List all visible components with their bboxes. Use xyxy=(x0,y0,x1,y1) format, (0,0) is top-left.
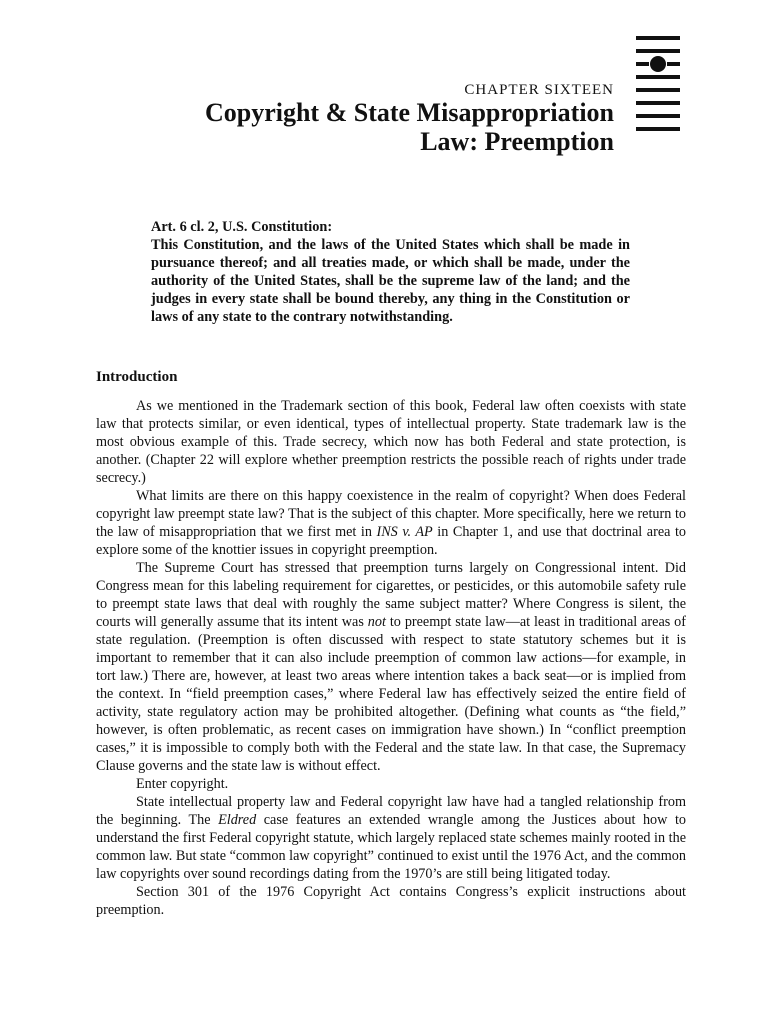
epigraph-citation: Art. 6 cl. 2, U.S. Constitution: xyxy=(151,219,333,235)
emphasis-not: not xyxy=(367,614,386,630)
paragraph-1: As we mentioned in the Trademark section of this book, Federal law often coexists with state law that protects similar, or even identical, types of intellectual property. State trademark law is the most obvious example of this. Trade secrecy, which now has both Federal and state protection, is another. (Chapter 22 will explore whether preemption restricts the possible reach of rights under trade secrecy.) xyxy=(96,398,686,486)
chapter-label: CHAPTER SIXTEEN xyxy=(464,82,614,98)
paragraph-3: The Supreme Court has stressed that preemption turns largely on Congressional intent. Did Congress mean for this labeling requirement for cigarettes, or pesticides, or this automobile safety rule to preempt state laws that deal with roughly the same subject matter? Where Congress is silent, the courts will generally assume that its intent was not to preempt state law—at least in traditional areas of state regulation. (Preemption is often discussed with respect to state statutory schemes but it is important to remember that it can also include preemption of common law actions—for example, in tort law.) There are, however, at least two areas where intention takes a back seat—or is implied from the context. In “field preemption cases,” where Federal law has effectively seized the entire field of activity, state regulatory action may be prohibited altogether. (Defining what counts as “the field,” however, is often problematic, as recent cases on immigration have shown.) In “conflict preemption cases,” it is impossible to comply both with the Federal and the state law. In that case, the Supremacy Clause governs and the state law is without effect. xyxy=(96,560,687,774)
case-name-eldred: Eldred xyxy=(218,812,257,828)
paragraph-4: Enter copyright. xyxy=(136,776,229,792)
chapter-title-line-2: Law: Preemption xyxy=(420,127,614,156)
chapter-title-line-1: Copyright & State Misappropriation xyxy=(204,98,614,127)
body-text xyxy=(96,397,686,919)
paragraph-2: What limits are there on this happy coexistence in the realm of copyright? When does Federal copyright law preempt state law? That is the subject of this chapter. More specifically, here we return to the law of misappropriation that we first met in INS v. AP in Chapter 1, and use that doctrinal area to explore some of the knottier issues in copyright preemption. xyxy=(96,488,686,558)
chapter-marker-icon xyxy=(636,36,680,140)
section-heading: Introduction xyxy=(96,369,178,385)
chapter-title xyxy=(154,98,614,156)
case-name-ins-v-ap: INS v. AP xyxy=(376,524,433,540)
epigraph xyxy=(151,218,630,326)
paragraph-6: Section 301 of the 1976 Copyright Act contains Congress’s explicit instructions about preemption. xyxy=(96,884,686,918)
epigraph-text: This Constitution, and the laws of the United States which shall be made in pursuance thereof; and all treaties made, or which shall be made, under the authority of the United States, shall be the supreme law of the land; and the judges in every state shall be bound thereby, any thing in the Constitution or laws of any state to the contrary notwithstanding. xyxy=(151,237,630,325)
paragraph-5: State intellectual property law and Federal copyright law have had a tangled relationship from the beginning. The Eldred case features an extended wrangle among the Justices about how to understand the first Federal copyright statute, which largely replaced state schemes mainly rooted in the common law. But state “common law copyright” continued to exist until the 1976 Act, and the common law copyrights over sound recordings dating from the 1970’s are still being litigated today. xyxy=(96,794,686,882)
